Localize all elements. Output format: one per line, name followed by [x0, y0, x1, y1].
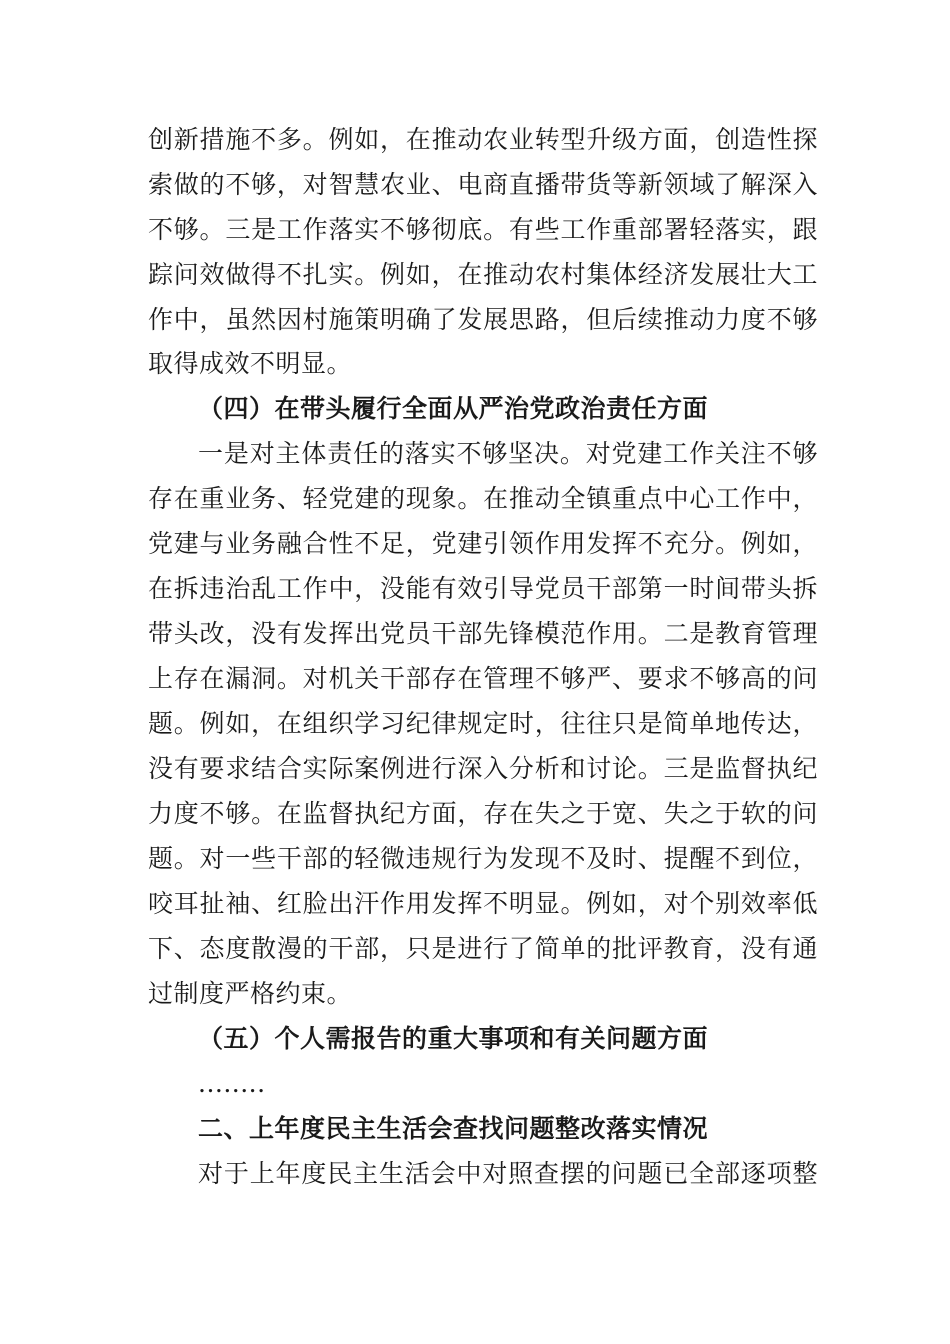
body-line: 对于上年度民主生活会中对照查摆的问题已全部逐项整: [198, 1159, 818, 1188]
body-line: 在拆违治乱工作中，没能有效引导党员干部第一时间带头拆: [148, 574, 818, 603]
body-line: 咬耳扯袖、红脸出汗作用发挥不明显。例如，对个别效率低: [148, 889, 818, 918]
section-heading-4: （四）在带头履行全面从严治党政治责任方面: [198, 394, 709, 423]
body-line: 踪问效做得不扎实。例如，在推动农村集体经济发展壮大工: [148, 260, 818, 289]
body-line: 存在重业务、轻党建的现象。在推动全镇重点中心工作中，: [148, 484, 818, 513]
body-line: 没有要求结合实际案例进行深入分析和讨论。三是监督执纪: [148, 754, 818, 783]
body-line: 力度不够。在监督执纪方面，存在失之于宽、失之于软的问: [148, 799, 818, 828]
body-line: 下、态度散漫的干部，只是进行了简单的批评教育，没有通: [148, 934, 818, 963]
body-line: 不够。三是工作落实不够彻底。有些工作重部署轻落实，跟: [148, 215, 818, 244]
body-line: 创新措施不多。例如，在推动农业转型升级方面，创造性探: [148, 125, 818, 154]
section-heading-5: （五）个人需报告的重大事项和有关问题方面: [198, 1024, 709, 1053]
ellipsis-line: ........: [198, 1069, 266, 1098]
body-line: 取得成效不明显。: [148, 349, 353, 378]
body-line: 带头改，没有发挥出党员干部先锋模范作用。二是教育管理: [148, 619, 818, 648]
body-line: 题。对一些干部的轻微违规行为发现不及时、提醒不到位，: [148, 844, 818, 873]
section-heading-2: 二、上年度民主生活会查找问题整改落实情况: [198, 1114, 709, 1143]
body-line: 上存在漏洞。对机关干部存在管理不够严、要求不够高的问: [148, 664, 818, 693]
body-line: 索做的不够，对智慧农业、电商直播带货等新领域了解深入: [148, 170, 818, 199]
body-line: 党建与业务融合性不足，党建引领作用发挥不充分。例如，: [148, 529, 818, 558]
body-line: 一是对主体责任的落实不够坚决。对党建工作关注不够: [198, 439, 818, 468]
body-line: 作中，虽然因村施策明确了发展思路，但后续推动力度不够: [148, 305, 818, 334]
body-line: 过制度严格约束。: [148, 979, 353, 1008]
body-line: 题。例如，在组织学习纪律规定时，往往只是简单地传达，: [148, 709, 818, 738]
